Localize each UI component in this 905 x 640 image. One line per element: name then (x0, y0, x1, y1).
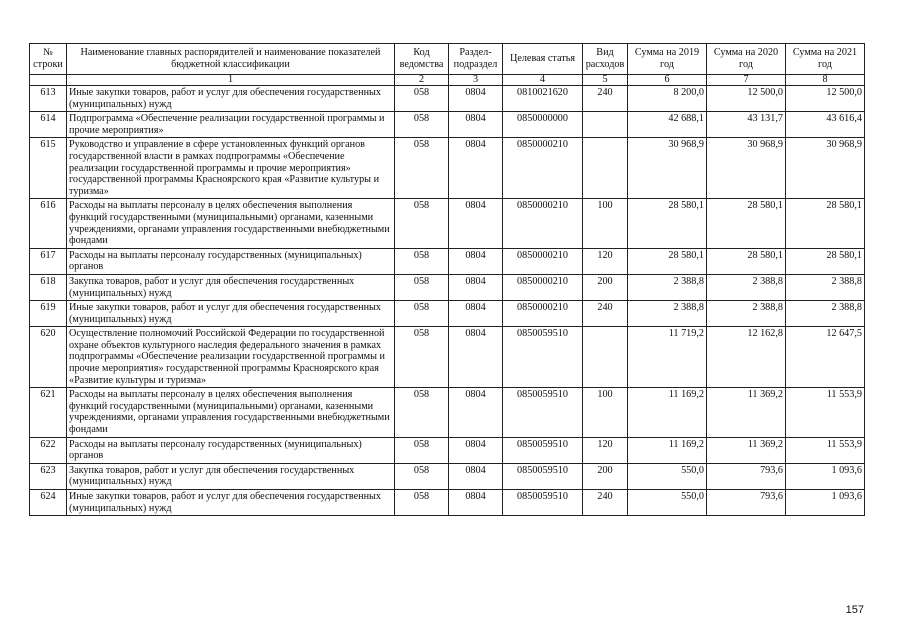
expense-type-cell: 240 (583, 490, 628, 516)
sum-2021-cell: 2 388,8 (786, 301, 865, 327)
row-name-cell: Расходы на выплаты персоналу государственных (муниципальных) органов (67, 248, 395, 274)
section-cell: 0804 (449, 437, 503, 463)
column-number: 7 (707, 75, 786, 86)
sum-2020-cell: 2 388,8 (707, 301, 786, 327)
column-number: 1 (67, 75, 395, 86)
row-number-cell: 624 (30, 490, 67, 516)
dept-code-cell: 058 (395, 388, 449, 437)
header-dept-code: Код ведомства (395, 44, 449, 75)
row-number-cell: 615 (30, 138, 67, 199)
sum-2020-cell: 28 580,1 (707, 199, 786, 248)
sum-2019-cell: 8 200,0 (628, 86, 707, 112)
sum-2019-cell: 11 719,2 (628, 327, 707, 388)
row-name-cell: Руководство и управление в сфере установленных функций органов государственной власти в рамках подпрограммы «Обеспечение реализации государственной программы и прочие мероприятия» государственной программы Красноярского края «Развитие культуры и туризма» (67, 138, 395, 199)
target-cell: 0850059510 (503, 388, 583, 437)
header-row (30, 44, 865, 75)
target-cell: 0850059510 (503, 437, 583, 463)
sum-2020-cell: 793,6 (707, 490, 786, 516)
table-row (30, 463, 865, 489)
row-number-cell: 614 (30, 112, 67, 138)
dept-code-cell: 058 (395, 112, 449, 138)
sum-2019-cell: 2 388,8 (628, 301, 707, 327)
column-number (30, 75, 67, 86)
dept-code-cell: 058 (395, 86, 449, 112)
row-number-cell: 613 (30, 86, 67, 112)
expense-type-cell: 200 (583, 274, 628, 300)
row-number-cell: 623 (30, 463, 67, 489)
expense-type-cell: 240 (583, 86, 628, 112)
row-name-cell: Закупка товаров, работ и услуг для обеспечения государственных (муниципальных) нужд (67, 463, 395, 489)
expense-type-cell: 200 (583, 463, 628, 489)
dept-code-cell: 058 (395, 274, 449, 300)
table-row (30, 327, 865, 388)
sum-2021-cell: 43 616,4 (786, 112, 865, 138)
dept-code-cell: 058 (395, 248, 449, 274)
sum-2021-cell: 2 388,8 (786, 274, 865, 300)
expense-type-cell: 240 (583, 301, 628, 327)
dept-code-cell: 058 (395, 327, 449, 388)
row-name-cell: Иные закупки товаров, работ и услуг для обеспечения государственных (муниципальных) нужд (67, 490, 395, 516)
table-row (30, 86, 865, 112)
column-number: 2 (395, 75, 449, 86)
section-cell: 0804 (449, 112, 503, 138)
dept-code-cell: 058 (395, 138, 449, 199)
sum-2019-cell: 42 688,1 (628, 112, 707, 138)
row-number-cell: 617 (30, 248, 67, 274)
row-name-cell: Расходы на выплаты персоналу в целях обеспечения выполнения функций государственными (муниципальными) органами, казенными учреждениями, органами управления государственными внебюджетными фондами (67, 199, 395, 248)
sum-2020-cell: 28 580,1 (707, 248, 786, 274)
target-cell: 0850000210 (503, 199, 583, 248)
table-row (30, 199, 865, 248)
row-name-cell: Расходы на выплаты персоналу государственных (муниципальных) органов (67, 437, 395, 463)
target-cell: 0850059510 (503, 490, 583, 516)
row-number-cell: 619 (30, 301, 67, 327)
table-row (30, 388, 865, 437)
sum-2019-cell: 11 169,2 (628, 388, 707, 437)
expense-type-cell (583, 112, 628, 138)
section-cell: 0804 (449, 138, 503, 199)
sum-2020-cell: 30 968,9 (707, 138, 786, 199)
table-row (30, 437, 865, 463)
sum-2020-cell: 12 162,8 (707, 327, 786, 388)
column-number: 4 (503, 75, 583, 86)
expense-type-cell: 100 (583, 199, 628, 248)
section-cell: 0804 (449, 388, 503, 437)
target-cell: 0850000210 (503, 274, 583, 300)
section-cell: 0804 (449, 248, 503, 274)
section-cell: 0804 (449, 274, 503, 300)
column-number: 3 (449, 75, 503, 86)
row-name-cell: Подпрограмма «Обеспечение реализации государственной программы и прочие мероприятия» (67, 112, 395, 138)
row-name-cell: Осуществление полномочий Российской Федерации по государственной охране объектов культурного наследия федерального значения в рамках подпрограммы «Обеспечение реализации государственной программы и прочие мероприятия» государственной программы Красноярского края «Развитие культуры и туризма» (67, 327, 395, 388)
sum-2021-cell: 11 553,9 (786, 437, 865, 463)
sum-2020-cell: 793,6 (707, 463, 786, 489)
dept-code-cell: 058 (395, 199, 449, 248)
section-cell: 0804 (449, 301, 503, 327)
dept-code-cell: 058 (395, 301, 449, 327)
sum-2019-cell: 28 580,1 (628, 199, 707, 248)
sum-2021-cell: 28 580,1 (786, 199, 865, 248)
sum-2021-cell: 12 647,5 (786, 327, 865, 388)
sum-2020-cell: 11 369,2 (707, 388, 786, 437)
row-name-cell: Иные закупки товаров, работ и услуг для обеспечения государственных (муниципальных) нужд (67, 301, 395, 327)
sum-2020-cell: 2 388,8 (707, 274, 786, 300)
row-number-cell: 616 (30, 199, 67, 248)
table-row (30, 490, 865, 516)
header-row-no: № строки (30, 44, 67, 75)
table-row (30, 112, 865, 138)
target-cell: 0850059510 (503, 327, 583, 388)
table-row (30, 274, 865, 300)
target-cell: 0850000210 (503, 138, 583, 199)
sum-2019-cell: 28 580,1 (628, 248, 707, 274)
header-sum-2021: Сумма на 2021 год (786, 44, 865, 75)
header-name: Наименование главных распорядителей и наименование показателей бюджетной классификации (67, 44, 395, 75)
sum-2019-cell: 550,0 (628, 490, 707, 516)
sum-2021-cell: 28 580,1 (786, 248, 865, 274)
section-cell: 0804 (449, 463, 503, 489)
row-number-cell: 621 (30, 388, 67, 437)
expense-type-cell (583, 138, 628, 199)
table-row (30, 138, 865, 199)
section-cell: 0804 (449, 327, 503, 388)
row-name-cell: Закупка товаров, работ и услуг для обеспечения государственных (муниципальных) нужд (67, 274, 395, 300)
sum-2019-cell: 30 968,9 (628, 138, 707, 199)
sum-2019-cell: 550,0 (628, 463, 707, 489)
header-expense-type: Вид расходов (583, 44, 628, 75)
dept-code-cell: 058 (395, 490, 449, 516)
expense-type-cell: 100 (583, 388, 628, 437)
dept-code-cell: 058 (395, 463, 449, 489)
sum-2021-cell: 1 093,6 (786, 463, 865, 489)
sum-2020-cell: 43 131,7 (707, 112, 786, 138)
row-number-cell: 620 (30, 327, 67, 388)
dept-code-cell: 058 (395, 437, 449, 463)
expense-type-cell: 120 (583, 437, 628, 463)
budget-table (29, 43, 865, 516)
target-cell: 0850000210 (503, 301, 583, 327)
sum-2021-cell: 1 093,6 (786, 490, 865, 516)
expense-type-cell: 120 (583, 248, 628, 274)
sum-2021-cell: 12 500,0 (786, 86, 865, 112)
row-number-cell: 622 (30, 437, 67, 463)
column-number-row (30, 75, 865, 86)
section-cell: 0804 (449, 490, 503, 516)
target-cell: 0850000000 (503, 112, 583, 138)
header-section: Раздел-подраздел (449, 44, 503, 75)
column-number: 8 (786, 75, 865, 86)
header-sum-2020: Сумма на 2020 год (707, 44, 786, 75)
section-cell: 0804 (449, 199, 503, 248)
column-number: 5 (583, 75, 628, 86)
target-cell: 0810021620 (503, 86, 583, 112)
sum-2019-cell: 2 388,8 (628, 274, 707, 300)
target-cell: 0850059510 (503, 463, 583, 489)
row-name-cell: Расходы на выплаты персоналу в целях обеспечения выполнения функций государственными (муниципальными) органами, казенными учреждениями, органами управления государственными внебюджетными фондами (67, 388, 395, 437)
header-sum-2019: Сумма на 2019 год (628, 44, 707, 75)
sum-2019-cell: 11 169,2 (628, 437, 707, 463)
expense-type-cell (583, 327, 628, 388)
row-name-cell: Иные закупки товаров, работ и услуг для обеспечения государственных (муниципальных) нужд (67, 86, 395, 112)
sum-2021-cell: 11 553,9 (786, 388, 865, 437)
target-cell: 0850000210 (503, 248, 583, 274)
page-number: 157 (845, 604, 864, 616)
column-number: 6 (628, 75, 707, 86)
sum-2021-cell: 30 968,9 (786, 138, 865, 199)
table-row (30, 248, 865, 274)
row-number-cell: 618 (30, 274, 67, 300)
sum-2020-cell: 11 369,2 (707, 437, 786, 463)
section-cell: 0804 (449, 86, 503, 112)
header-target: Целевая статья (503, 44, 583, 75)
sum-2020-cell: 12 500,0 (707, 86, 786, 112)
table-row (30, 301, 865, 327)
